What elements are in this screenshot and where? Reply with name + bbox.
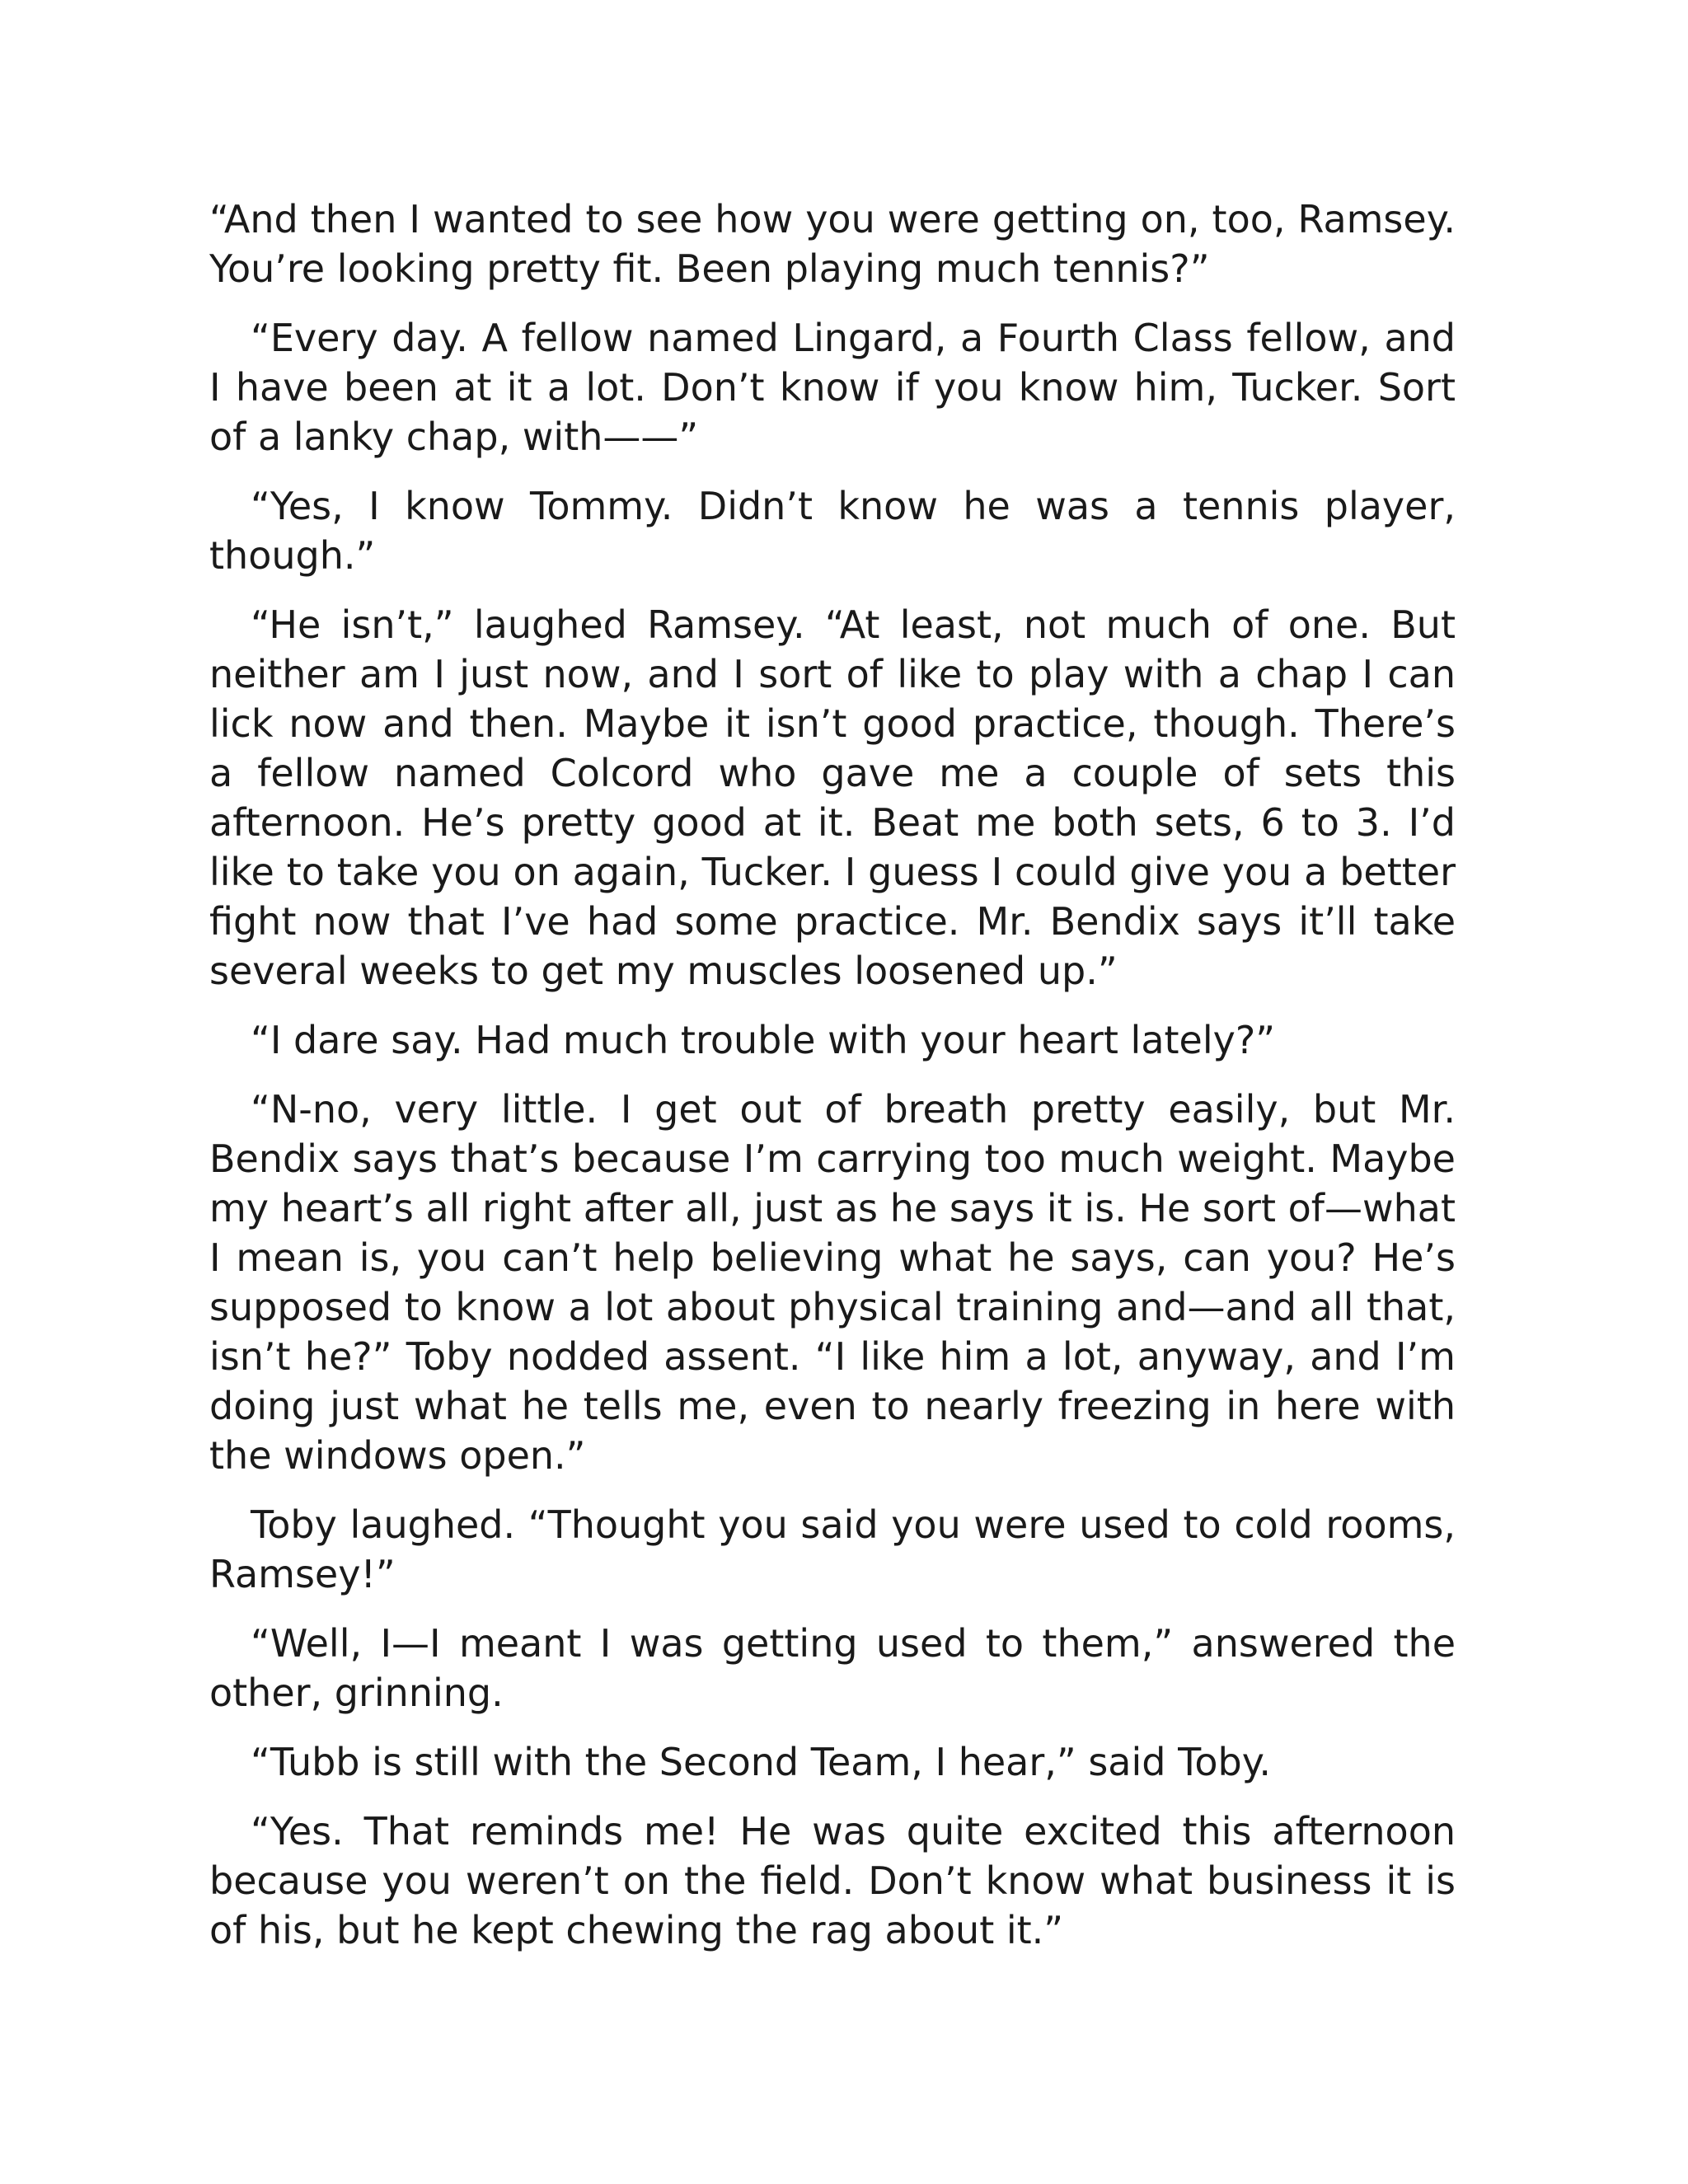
- paragraph-8: “Well, I—I meant I was getting used to them,” answered the other, grinning.: [209, 1621, 1456, 1715]
- paragraph-5: “I dare say. Had much trouble with your heart lately?”: [251, 1018, 1276, 1062]
- paragraph-6: “N-no, very little. I get out of breath pretty easily, but Mr. Bendix says that’s because I’m carrying too much weight. Maybe my heart’s all right after all, just as he says it is. He sort of—what I mean is, you can’t help believing what he says, can you? He’s supposed to know a lot about physical training and—and all that, isn’t he?” Toby nodded assent. “I like him a lot, anyway, and I’m doing just what he tells me, even to nearly freezing in here with the windows open.”: [209, 1087, 1456, 1478]
- paragraph-10: “Yes. That reminds me! He was quite excited this afternoon because you weren’t on the field. Don’t know what business it is of his, but he kept chewing the rag about it.”: [209, 1809, 1456, 1952]
- paragraph-3: “Yes, I know Tommy. Didn’t know he was a tennis player, though.”: [209, 484, 1456, 578]
- paragraph-4: “He isn’t,” laughed Ramsey. “At least, not much of one. But neither am I just now, and I sort of like to play with a chap I can lick now and then. Maybe it isn’t good practice, though. There’s a fellow named Colcord who gave me a couple of sets this afternoon. He’s pretty good at it. Beat me both sets, 6 to 3. I’d like to take you on again, Tucker. I guess I could give you a better fight now that I’ve had some practice. Mr. Bendix says it’ll take several weeks to get my muscles loosened up.”: [209, 602, 1456, 993]
- paragraph-2: “Every day. A fellow named Lingard, a Fourth Class fellow, and I have been at it a lot. Don’t know if you know him, Tucker. Sort of a lanky chap, with——”: [209, 316, 1456, 459]
- paragraph-1: “And then I wanted to see how you were getting on, too, Ramsey. You’re looking pretty fit. Been playing much tennis?”: [209, 197, 1456, 291]
- body-text: [209, 194, 1456, 1975]
- paragraph-9: “Tubb is still with the Second Team, I hear,” said Toby.: [251, 1740, 1272, 1784]
- paragraph-7: Toby laughed. “Thought you said you were used to cold rooms, Ramsey!”: [209, 1502, 1456, 1596]
